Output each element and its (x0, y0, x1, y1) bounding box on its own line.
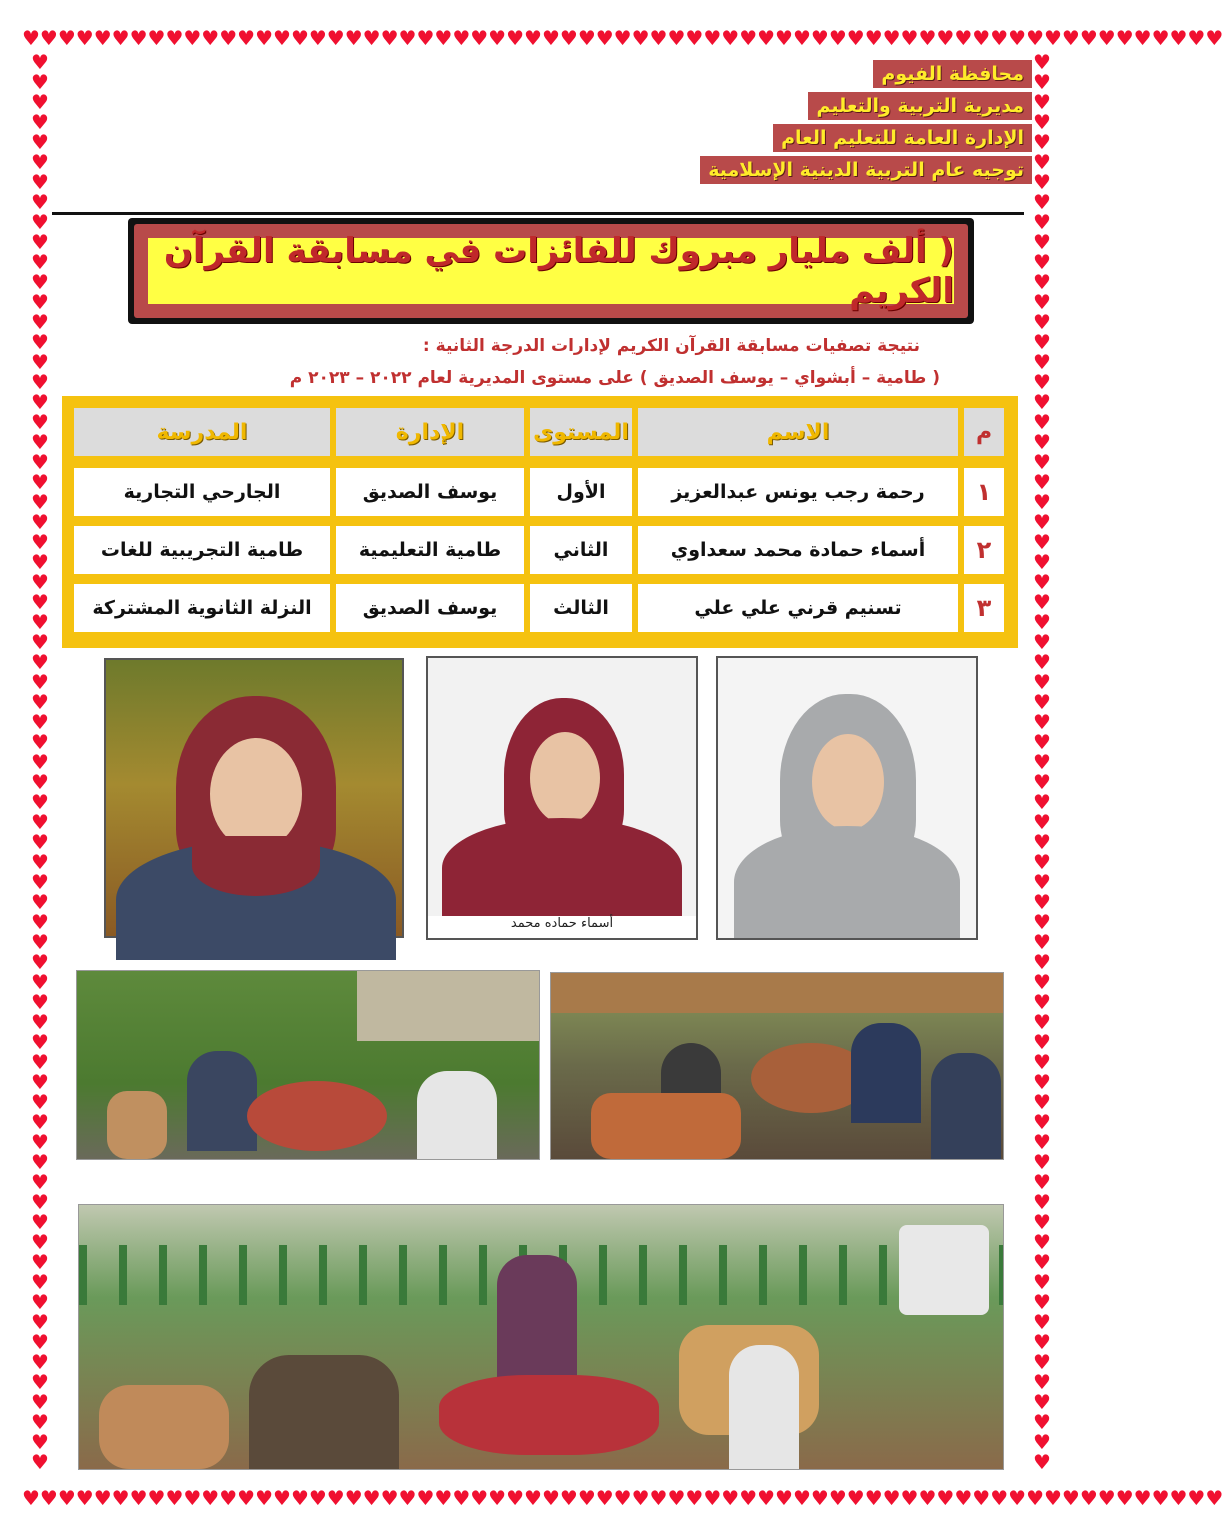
row-admin: طامية التعليمية (336, 526, 524, 574)
header-governorate: محافظة الفيوم (873, 60, 1032, 88)
heart-border-bottom: ♥♥♥♥♥♥♥♥♥♥♥♥♥♥♥♥♥♥♥♥♥♥♥♥♥♥♥♥♥♥♥♥♥♥♥♥♥♥♥♥♥♥♥♥♥♥♥♥♥♥♥♥♥♥♥♥♥♥♥♥♥♥♥♥♥♥♥ (22, 1486, 1223, 1510)
portrait-face (530, 732, 600, 824)
banner-title: ( ألف مليار مبروك للفائزات في مسابقة القرآن الكريم (163, 231, 954, 311)
subtitle-line-2: ( طامية – أبشواي – يوسف الصديق ) على مستوى المديرية لعام ٢٠٢٢ – ٢٠٢٣ م (289, 368, 940, 388)
table-header-row (62, 408, 1018, 456)
row-name: تسنيم قرني علي علي (638, 584, 958, 632)
table-row (62, 526, 1018, 574)
row-level: الثالث (530, 584, 632, 632)
row-num: ١ (964, 468, 1004, 516)
congrats-banner (128, 218, 974, 324)
table-row (62, 584, 1018, 632)
portrait-photo-1 (104, 658, 404, 938)
event-photo-gathering-wide (78, 1204, 1004, 1470)
portrait-photo-3 (716, 656, 978, 940)
header-general-admin: الإدارة العامة للتعليم العام (773, 124, 1032, 152)
row-admin: يوسف الصديق (336, 584, 524, 632)
header-admin: الإدارة (336, 408, 524, 456)
row-school: طامية التجريبية للغات (74, 526, 330, 574)
event-photo-garden-left (76, 970, 540, 1160)
header-divider (52, 212, 1024, 215)
row-school: النزلة الثانوية المشتركة (74, 584, 330, 632)
row-level: الأول (530, 468, 632, 516)
heart-border-left: ♥♥♥♥♥♥♥♥♥♥♥♥♥♥♥♥♥♥♥♥♥♥♥♥♥♥♥♥♥♥♥♥♥♥♥♥♥♥♥♥♥♥♥♥♥♥♥♥♥♥♥♥♥♥♥♥♥♥♥♥♥♥♥♥♥♥♥♥♥♥♥ (31, 50, 49, 1474)
row-num: ٣ (964, 584, 1004, 632)
portrait-photo-2 (426, 656, 698, 940)
row-school: الجارحي التجارية (74, 468, 330, 516)
row-name: رحمة رجب يونس عبدالعزيز (638, 468, 958, 516)
header-religious-guidance: توجيه عام التربية الدينية الإسلامية (700, 156, 1032, 184)
heart-border-top: ♥♥♥♥♥♥♥♥♥♥♥♥♥♥♥♥♥♥♥♥♥♥♥♥♥♥♥♥♥♥♥♥♥♥♥♥♥♥♥♥♥♥♥♥♥♥♥♥♥♥♥♥♥♥♥♥♥♥♥♥♥♥♥♥♥♥♥ (22, 26, 1223, 50)
header-level: المستوى (530, 408, 632, 456)
row-num: ٢ (964, 526, 1004, 574)
portrait-caption: أسماء حماده محمد (428, 916, 696, 938)
event-photo-gazebo-right (550, 972, 1004, 1160)
portrait-face (812, 734, 884, 830)
row-level: الثاني (530, 526, 632, 574)
header-school: المدرسة (74, 408, 330, 456)
heart-border-right: ♥♥♥♥♥♥♥♥♥♥♥♥♥♥♥♥♥♥♥♥♥♥♥♥♥♥♥♥♥♥♥♥♥♥♥♥♥♥♥♥♥♥♥♥♥♥♥♥♥♥♥♥♥♥♥♥♥♥♥♥♥♥♥♥♥♥♥♥♥♥♥ (1033, 50, 1051, 1474)
header-directorate: مديرية التربية والتعليم (808, 92, 1032, 120)
header-num: م (964, 408, 1004, 456)
header-name: الاسم (638, 408, 958, 456)
header-block (612, 60, 1032, 188)
row-admin: يوسف الصديق (336, 468, 524, 516)
table-row (62, 468, 1018, 516)
subtitle-line-1: نتيجة تصفيات مسابقة القرآن الكريم لإدارات الدرجة الثانية : (422, 336, 920, 356)
row-name: أسماء حمادة محمد سعداوي (638, 526, 958, 574)
portrait-face (210, 738, 302, 850)
results-table (62, 396, 1018, 648)
